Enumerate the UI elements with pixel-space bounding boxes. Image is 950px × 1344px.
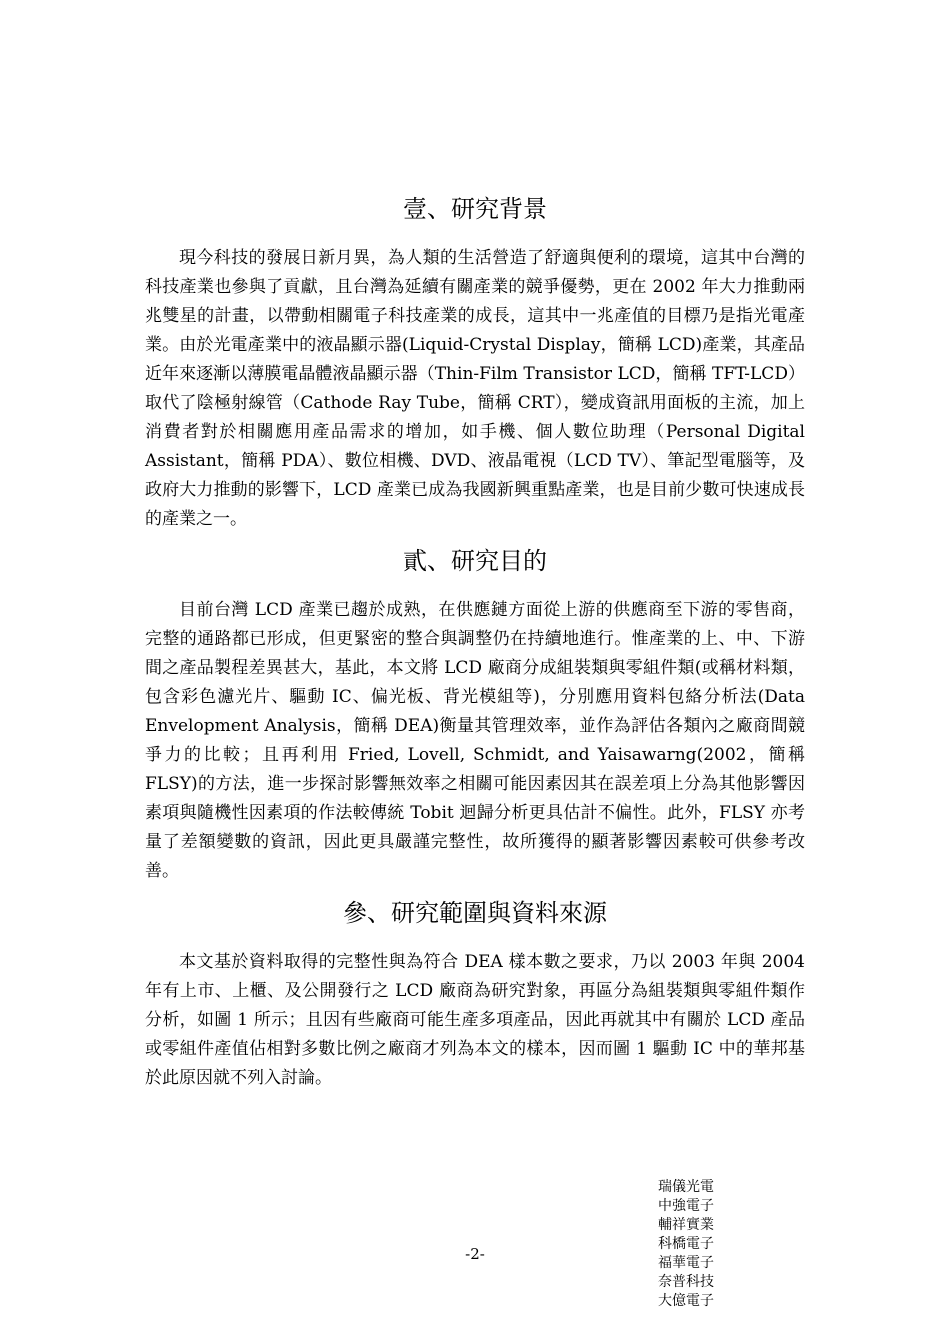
section-heading-background: 壹、研究背景 — [403, 195, 547, 223]
section-paragraph-scope: 本文基於資料取得的完整性與為符合 DEA 樣本數之要求，乃以 2003 年與 2004 年有上市、上櫃、及公開發行之 LCD 廠商為研究對象，再區分為組裝類與零組件類作分析，如圖 1 所示；且因有些廠商可能生產多項產品，因此再就其中有關於 LCD 產品或零組件產值佔相對多數比例之廠商才列為本文的樣本，因而圖 1 驅動 IC 中的華邦基於此原因就不列入討論。 — [145, 952, 805, 1088]
section-heading-scope: 參、研究範圍與資料來源 — [343, 899, 607, 927]
company-item: 大億電子 — [658, 1293, 714, 1309]
company-item: 福華電子 — [658, 1255, 714, 1271]
company-item: 中強電子 — [658, 1198, 714, 1214]
company-item: 科橋電子 — [658, 1236, 714, 1252]
page-number: -2- — [465, 1245, 485, 1263]
company-item: 瑞儀光電 — [658, 1179, 714, 1195]
section-paragraph-background: 現今科技的發展日新月異，為人類的生活營造了舒適與便利的環境，這其中台灣的科技產業也參與了貢獻，且台灣為延續有關產業的競爭優勢，更在 2002 年大力推動兩兆雙星的計畫，以帶動相關電子科技產業的成長，這其中一兆產值的目標乃是指光電產業。由於光電產業中的液晶顯示器(Liquid-Crystal Display，簡稱 LCD)產業，其產品近年來逐漸以薄膜電晶體液晶顯示器（Thin-Film Transistor LCD，簡稱 TFT-LCD）取代了陰極射線管（Cathode Ray Tube，簡稱 CRT），變成資訊用面板的主流，加上消費者對於相關應用產品需求的增加，如手機、個人數位助理（Personal Digital Assistant，簡稱 PDA）、數位相機、DVD、液晶電視（LCD TV）、筆記型電腦等，及政府大力推動的影響下，LCD 產業已成為我國新興重點產業，也是目前少數可快速成長的產業之一。 — [145, 248, 805, 529]
section-heading-purpose: 貳、研究目的 — [403, 547, 547, 575]
figure-company-list — [658, 1178, 778, 1311]
company-item: 輔祥實業 — [658, 1217, 714, 1233]
section-paragraph-purpose: 目前台灣 LCD 產業已趨於成熟，在供應鏈方面從上游的供應商至下游的零售商，完整的通路都已形成，但更緊密的整合與調整仍在持續地進行。惟產業的上、中、下游間之產品製程差異甚大，基此，本文將 LCD 廠商分成組裝類與零組件類(或稱材料類，包含彩色濾光片、驅動 IC、偏光板、背光模組等)，分別應用資料包絡分析法(Data Envelopment Analysis，簡稱 DEA)衡量其管理效率，並作為評估各類內之廠商間競爭力的比較；且再利用 Fried, Lovell, Schmidt, and Yaisawarng(2002，簡稱 FLSY)的方法，進一步探討影響無效率之相關可能因素因其在誤差項上分為其他影響因素項與隨機性因素項的作法較傳統 Tobit 迴歸分析更具估計不偏性。此外，FLSY 亦考量了差額變數的資訊，因此更具嚴謹完整性，故所獲得的顯著影響因素較可供參考改善。 — [145, 600, 805, 881]
company-item: 奈普科技 — [658, 1274, 714, 1290]
